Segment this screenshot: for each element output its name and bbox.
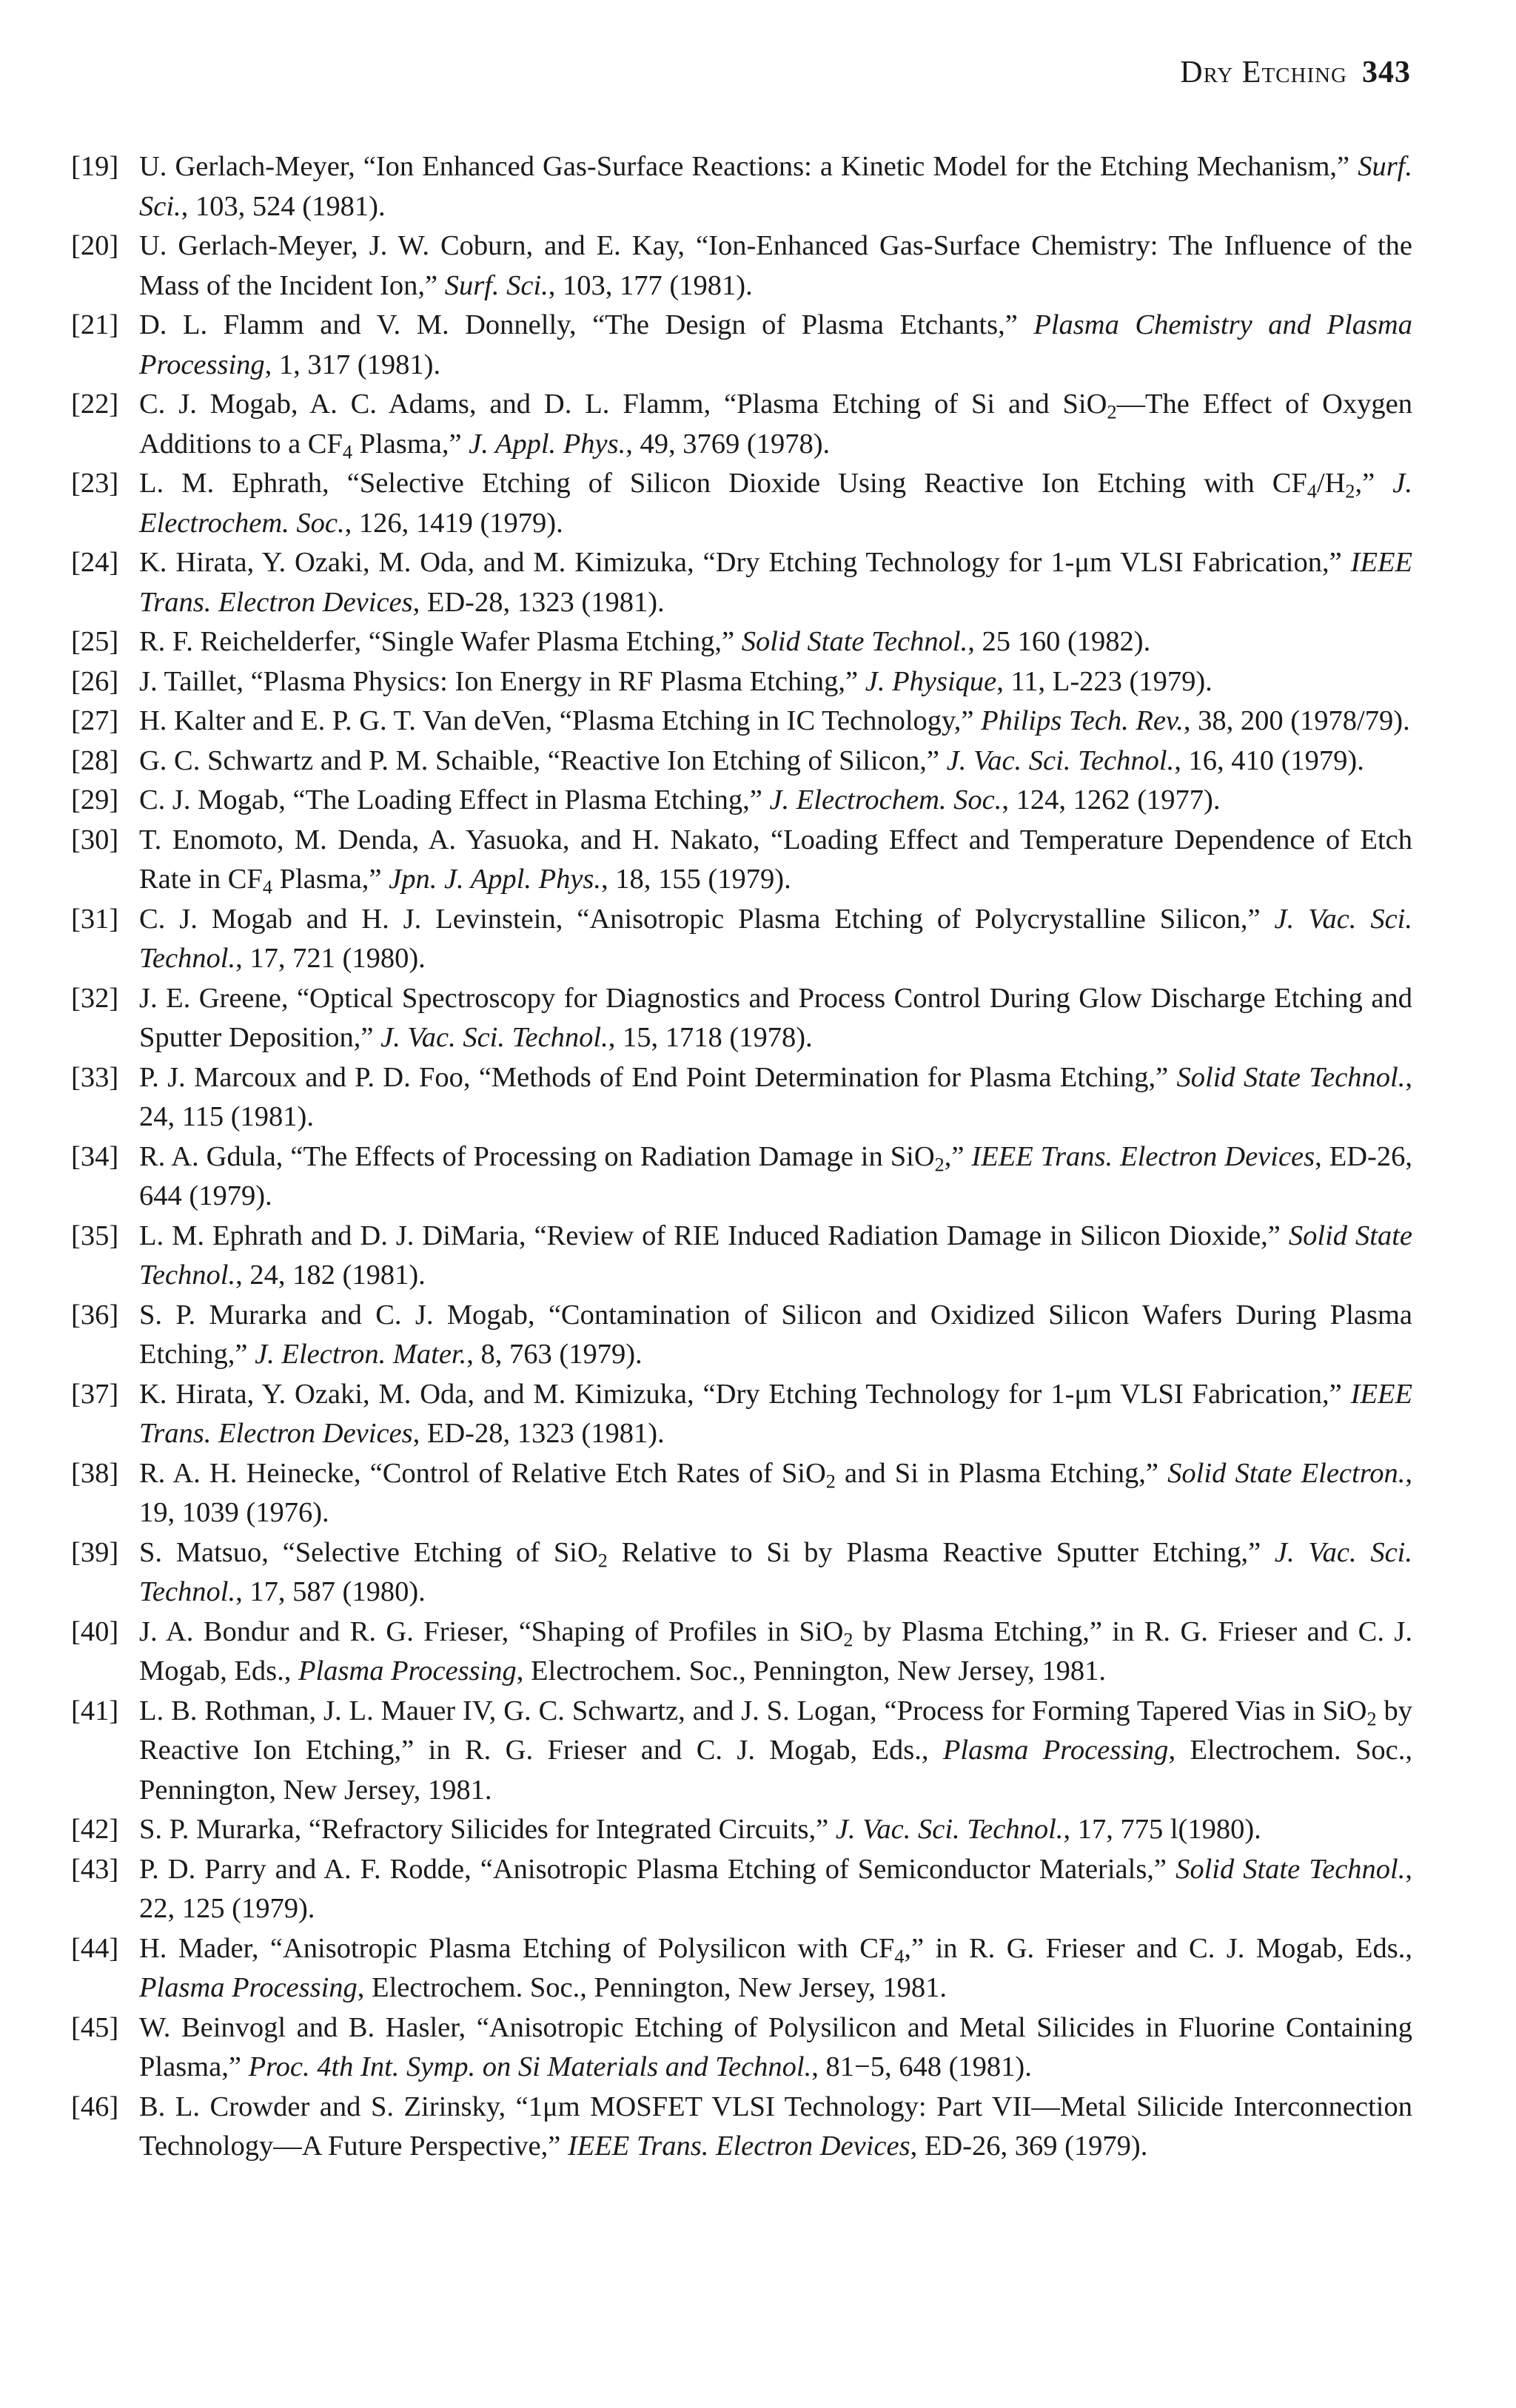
reference-text-segment: , 11, L-223 (1979). [996,665,1213,697]
reference-italic-text: Plasma Processing [298,1655,517,1686]
reference-subscript: 4 [262,876,272,898]
reference-text [139,626,1150,657]
reference-italic-text: IEEE Trans. Electron Devices [139,547,1412,618]
reference-italic-text: Surf. Sci. [444,269,549,301]
reference-subscript: 4 [894,1945,905,1967]
reference-text-segment: by Reactive Ion Etching,” in R. G. Frieser and C. J. Mogab, Eds., [139,1695,1413,1766]
reference-italic-text: Solid State Technol. [1175,1853,1406,1885]
reference-italic-text: IEEE Trans. Electron Devices [139,1378,1412,1449]
reference-text [139,151,1412,222]
reference-text-segment: , 1, 317 (1981). [264,349,441,380]
reference-text-segment: , 19, 1039 (1976). [139,1457,1413,1528]
reference-text [139,824,1412,898]
reference-text-segment: , ED-28, 1323 (1981). [412,586,665,618]
reference-italic-text: J. Vac. Sci. Technol. [139,1536,1412,1607]
reference-text-segment: L. B. Rothman, J. L. Mauer IV, G. C. Schwartz, and J. S. Logan, “Process for Forming Tapered Vias in SiO [139,1695,1367,1726]
reference-subscript: 4 [342,440,352,463]
reference-number: [29] [71,784,119,815]
reference-text-segment: K. Hirata, Y. Ozaki, M. Oda, and M. Kimizuka, “Dry Etching Technology for 1-μm VLSI Fabrication,” [139,1378,1351,1410]
reference-entry [71,147,1412,226]
reference-number: [19] [71,151,119,182]
reference-text-segment: , 38, 200 (1978/79). [1183,705,1410,736]
reference-text-segment: , 124, 1262 (1977). [1002,784,1221,815]
reference-text-segment: , 24, 182 (1981). [235,1260,426,1291]
reference-text-segment: —The Effect of Oxygen Additions to a CF [139,389,1412,460]
reference-text-segment: D. L. Flamm and V. M. Donnelly, “The Design of Plasma Etchants,” [139,309,1034,340]
reference-entry [71,741,1412,781]
reference-text-segment: C. J. Mogab, A. C. Adams, and D. L. Flamm, “Plasma Etching of Si and SiO [139,389,1107,420]
reference-text-segment: S. P. Murarka and C. J. Mogab, “Contamination of Silicon and Oxidized Silicon Wafers During Plasma Etching,” [139,1299,1412,1370]
reference-number: [38] [71,1457,119,1489]
reference-text-segment: J. Taillet, “Plasma Physics: Ion Energy in RF Plasma Etching,” [139,665,865,697]
reference-number: [31] [71,903,119,935]
reference-text-segment: B. L. Crowder and S. Zirinsky, “1μm MOSFET VLSI Technology: Part VII—Metal Silicide Interconnection Technology—A Future Perspective,” [139,2091,1412,2162]
reference-number: [22] [71,389,119,420]
reference-text [139,1379,1412,1450]
reference-italic-text: J. Vac. Sci. Technol. [946,744,1175,776]
reference-text-segment: S. P. Murarka, “Refractory Silicides for Integrated Circuits,” [139,1814,836,1845]
reference-text [139,2012,1412,2083]
reference-entry [71,1296,1412,1375]
reference-text-segment: U. Gerlach-Meyer, “Ion Enhanced Gas-Surface Reactions: a Kinetic Model for the Etching Mechanism,” [139,151,1358,182]
reference-italic-text: Solid State Technol. [1176,1061,1406,1093]
reference-text-segment: , 16, 410 (1979). [1174,744,1364,776]
reference-text [139,904,1412,975]
reference-text-segment: C. J. Mogab and H. J. Levinstein, “Anisotropic Plasma Etching of Polycrystalline Silicon,” [139,903,1275,935]
reference-entry [71,1850,1412,1929]
reference-italic-text: Proc. 4th Int. Symp. on Si Materials and Technol. [248,2051,812,2082]
reference-text [139,2091,1412,2162]
reference-italic-text: J. Electrochem. Soc. [139,468,1413,539]
reference-italic-text: Surf. Sci. [139,151,1412,222]
reference-entry [71,543,1412,622]
reference-text-segment: K. Hirata, Y. Ozaki, M. Oda, and M. Kimizuka, “Dry Etching Technology for 1-μm VLSI Fabrication,” [139,547,1351,578]
reference-entry [71,979,1412,1058]
reference-number: [46] [71,2091,119,2122]
reference-subscript: 2 [934,1153,945,1175]
reference-number: [39] [71,1536,119,1568]
reference-number: [42] [71,1814,119,1845]
reference-entry [71,1058,1412,1137]
reference-number: [43] [71,1853,119,1885]
reference-number: [40] [71,1615,119,1647]
reference-entry [71,1217,1412,1296]
reference-number: [24] [71,547,119,578]
reference-italic-text: IEEE Trans. Electron Devices [567,2130,910,2162]
reference-text-segment: , ED-26, 644 (1979). [139,1140,1412,1211]
reference-text-segment: , 103, 177 (1981). [548,269,753,301]
reference-text [139,1854,1412,1925]
reference-text [139,1062,1412,1133]
reference-text-segment: and Si in Plasma Etching,” [835,1457,1168,1489]
reference-italic-text: J. Electron. Mater. [255,1339,467,1370]
reference-text-segment: , 18, 155 (1979). [601,864,791,895]
reference-text-segment: , 25 160 (1982). [967,626,1151,657]
reference-italic-text: Solid State Technol. [741,626,968,657]
reference-number: [25] [71,626,119,657]
running-header [1180,55,1411,90]
reference-number: [32] [71,982,119,1014]
reference-number: [27] [71,705,119,736]
reference-text-segment: , 22, 125 (1979). [139,1853,1412,1924]
reference-italic-text: J. Vac. Sci. Technol. [380,1022,608,1053]
reference-entry [71,1454,1412,1533]
reference-entry [71,1692,1412,1811]
running-header-title: Dry Etching [1180,56,1347,90]
reference-text-segment: Relative to Si by Plasma Reactive Sputter Etching,” [607,1536,1275,1568]
reference-entry [71,1810,1412,1850]
reference-text [139,1695,1412,1806]
reference-text-segment: L. M. Ephrath and D. J. DiMaria, “Review of RIE Induced Radiation Damage in Silicon Dioxide,” [139,1220,1289,1251]
reference-number: [33] [71,1061,119,1093]
reference-entry [71,2008,1412,2088]
reference-text [139,1537,1412,1608]
reference-text-segment: , 24, 115 (1981). [139,1061,1412,1132]
reference-text-segment: , ED-28, 1323 (1981). [412,1418,665,1449]
reference-text-segment: , 17, 721 (1980). [235,943,426,974]
reference-text [139,1299,1412,1371]
reference-text-segment: U. Gerlach-Meyer, J. W. Coburn, and E. Kay, “Ion-Enhanced Gas-Surface Chemistry: The Influence of the Mass of the Incident Ion,” [139,230,1412,301]
reference-text-segment: ,” in R. G. Frieser and C. J. Mogab, Eds., [904,1932,1412,1964]
reference-number: [28] [71,744,119,776]
reference-text-segment: S. Matsuo, “Selective Etching of SiO [139,1536,598,1568]
reference-entry [71,1533,1412,1612]
reference-text-segment: /H [1316,468,1346,499]
reference-text-segment: , 17, 587 (1980). [235,1576,426,1607]
reference-text-segment: , Electrochem. Soc., Pennington, New Jersey, 1981. [516,1655,1106,1686]
reference-text-segment: , 126, 1419 (1979). [344,507,563,539]
reference-entry [71,306,1412,385]
reference-number: [41] [71,1695,119,1726]
reference-text [139,745,1364,776]
reference-text [139,1933,1412,2004]
reference-text [139,309,1412,380]
reference-subscript: 2 [597,1549,608,1571]
reference-italic-text: Plasma Processing [942,1735,1169,1766]
reference-subscript: 2 [1107,401,1117,423]
reference-italic-text: Plasma Processing [139,1972,358,2003]
reference-text-segment: W. Beinvogl and B. Hasler, “Anisotropic Etching of Polysilicon and Metal Silicides in Fluorine Containing Plasma,” [139,2011,1412,2082]
reference-italic-text: J. Vac. Sci. Technol. [139,903,1412,974]
reference-number: [44] [71,1932,119,1964]
reference-entry [71,821,1412,900]
reference-number: [30] [71,824,119,855]
reference-text-segment: Plasma,” [272,864,389,895]
reference-subscript: 2 [1366,1707,1377,1729]
reference-italic-text: IEEE Trans. Electron Devices [971,1140,1315,1172]
reference-text-segment: by Plasma Etching,” in R. G. Frieser and C. J. Mogab, Eds., [139,1615,1412,1686]
reference-italic-text: Philips Tech. Rev. [981,705,1184,736]
reference-text-segment: , 49, 3769 (1978). [625,428,831,460]
reference-subscript: 4 [1307,480,1317,502]
reference-entry [71,385,1412,464]
reference-subscript: 2 [1345,480,1355,502]
reference-text-segment: R. A. Gdula, “The Effects of Processing on Radiation Damage in SiO [139,1140,935,1172]
reference-text-segment: C. J. Mogab, “The Loading Effect in Plasma Etching,” [139,784,770,815]
reference-number: [26] [71,665,119,697]
reference-italic-text: J. Electrochem. Soc. [769,784,1002,815]
reference-text [139,666,1213,697]
reference-italic-text: Jpn. J. Appl. Phys. [389,864,602,895]
reference-text-segment: G. C. Schwartz and P. M. Schaible, “Reactive Ion Etching of Silicon,” [139,744,947,776]
reference-entry [71,900,1412,979]
reference-list [71,147,1412,2167]
reference-entry [71,1612,1412,1692]
reference-text-segment: J. E. Greene, “Optical Spectroscopy for Diagnostics and Process Control During Glow Discharge Etching and Sputter Deposition,” [139,982,1412,1053]
reference-text-segment: P. J. Marcoux and P. D. Foo, “Methods of End Point Determination for Plasma Etching,” [139,1061,1177,1093]
reference-italic-text: J. Appl. Phys. [469,428,626,460]
reference-number: [20] [71,230,119,261]
reference-italic-text: J. Physique [865,665,997,697]
reference-text [139,983,1412,1054]
reference-subscript: 2 [843,1628,853,1650]
reference-text-segment: J. A. Bondur and R. G. Frieser, “Shaping of Profiles in SiO [139,1615,844,1647]
reference-text-segment: P. D. Parry and A. F. Rodde, “Anisotropic Plasma Etching of Semiconductor Materials,” [139,1853,1176,1885]
reference-entry [71,2088,1412,2167]
reference-text-segment: , 8, 763 (1979). [466,1339,643,1370]
reference-number: [36] [71,1299,119,1331]
reference-number: [21] [71,309,119,340]
reference-text [139,547,1412,618]
reference-text [139,1814,1261,1845]
page-number: 343 [1362,56,1411,90]
reference-italic-text: Plasma Chemistry and Plasma Processing [139,309,1412,380]
reference-text-segment: ,” [1355,468,1393,499]
reference-text-segment: ,” [944,1140,972,1172]
reference-italic-text: J. Vac. Sci. Technol. [835,1814,1064,1845]
reference-text [139,705,1410,736]
reference-entry [71,226,1412,306]
reference-text-segment: R. A. H. Heinecke, “Control of Relative Etch Rates of SiO [139,1457,826,1489]
reference-text-segment: , Electrochem. Soc., Pennington, New Jersey, 1981. [357,1972,948,2003]
reference-text [139,230,1412,301]
reference-text-segment: T. Enomoto, M. Denda, A. Yasuoka, and H. Nakato, “Loading Effect and Temperature Dependence of Etch Rate in CF [139,824,1412,895]
reference-text-segment: , 81−5, 648 (1981). [811,2051,1032,2082]
reference-entry [71,464,1412,543]
reference-text [139,468,1412,539]
reference-text-segment: , Electrochem. Soc., Pennington, New Jersey, 1981. [139,1735,1412,1806]
reference-entry [71,622,1412,662]
reference-entry [71,1375,1412,1454]
reference-text-segment: R. F. Reichelderfer, “Single Wafer Plasma Etching,” [139,626,742,657]
reference-text [139,784,1221,815]
reference-number: [37] [71,1378,119,1410]
reference-number: [35] [71,1220,119,1251]
reference-text-segment: H. Kalter and E. P. G. T. Van deVen, “Plasma Etching in IC Technology,” [139,705,982,736]
reference-entry [71,662,1412,702]
reference-number: [34] [71,1140,119,1172]
reference-italic-text: Solid State Technol. [139,1220,1413,1291]
reference-text-segment: , ED-26, 369 (1979). [910,2130,1148,2162]
reference-text [139,389,1412,463]
reference-text [139,1141,1412,1212]
reference-subscript: 2 [825,1470,836,1492]
reference-italic-text: Solid State Electron. [1167,1457,1406,1489]
reference-text-segment: , 103, 524 (1981). [181,190,386,222]
reference-text [139,1458,1412,1529]
reference-entry [71,1929,1412,2008]
reference-entry [71,781,1412,821]
reference-text-segment: , 17, 775 l(1980). [1063,1814,1261,1845]
reference-number: [45] [71,2011,119,2043]
reference-number: [23] [71,468,119,499]
reference-entry [71,1137,1412,1217]
reference-text-segment: Plasma,” [352,428,469,460]
reference-text-segment: H. Mader, “Anisotropic Plasma Etching of Polysilicon with CF [139,1932,895,1964]
reference-entry [71,702,1412,741]
reference-text-segment: , 15, 1718 (1978). [608,1022,813,1053]
reference-text [139,1616,1412,1687]
reference-text-segment: L. M. Ephrath, “Selective Etching of Silicon Dioxide Using Reactive Ion Etching with CF [139,468,1307,499]
reference-text [139,1220,1412,1291]
